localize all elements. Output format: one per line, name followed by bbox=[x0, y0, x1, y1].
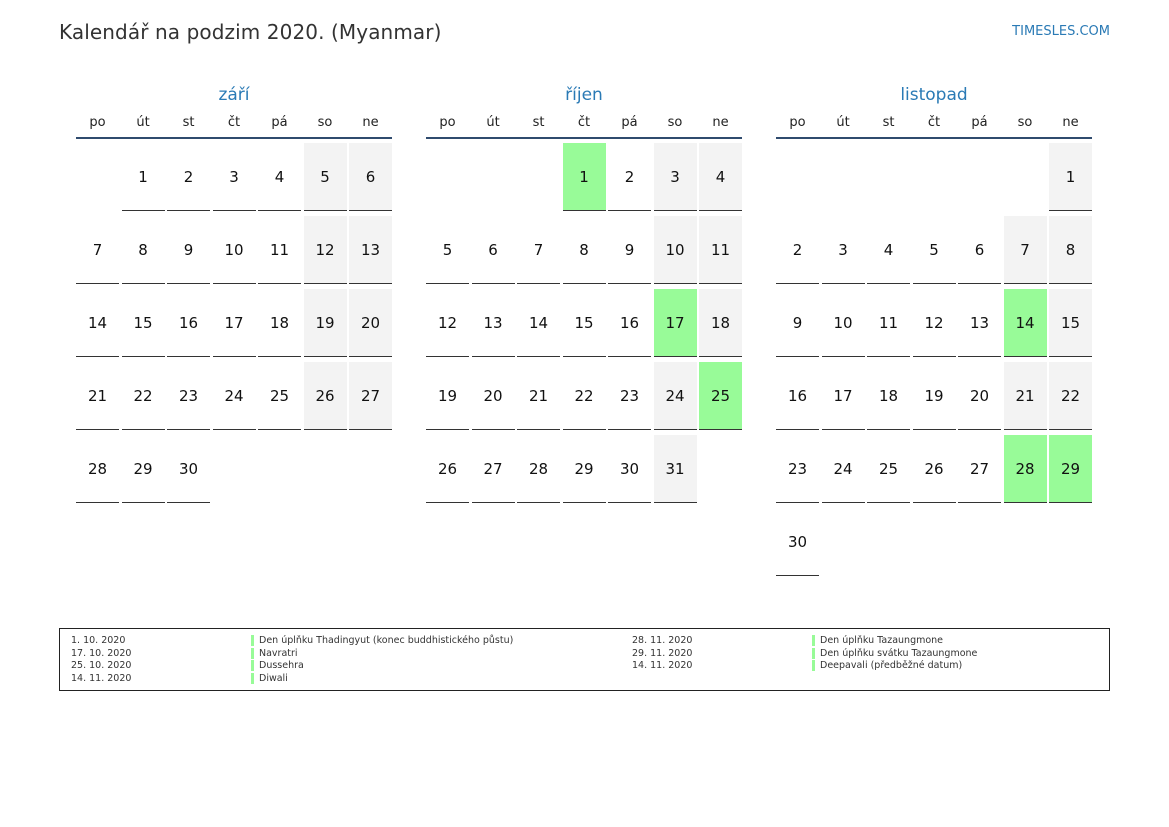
legend-date: 1. 10. 2020 bbox=[71, 635, 126, 646]
legend-color-marker bbox=[812, 648, 815, 659]
day-cell: 2 bbox=[776, 216, 819, 284]
day-cell: 24 bbox=[213, 362, 256, 430]
day-cell: 2 bbox=[167, 143, 210, 211]
weekday-label: po bbox=[89, 115, 106, 130]
legend-color-marker bbox=[251, 660, 254, 671]
day-cell: 29 bbox=[563, 435, 606, 503]
weekday-label: ne bbox=[362, 115, 379, 130]
day-cell: 10 bbox=[822, 289, 865, 357]
holiday-day-cell: 28 bbox=[1004, 435, 1047, 503]
page-title: Kalendář na podzim 2020. (Myanmar) bbox=[59, 20, 442, 44]
day-cell: 5 bbox=[913, 216, 956, 284]
month-name: listopad bbox=[900, 85, 968, 105]
holiday-day-cell: 29 bbox=[1049, 435, 1092, 503]
day-cell: 15 bbox=[563, 289, 606, 357]
day-cell: 16 bbox=[167, 289, 210, 357]
day-cell: 25 bbox=[258, 362, 301, 430]
weekday-label: čt bbox=[927, 115, 941, 130]
weekday-label: po bbox=[789, 115, 806, 130]
day-cell: 27 bbox=[472, 435, 515, 503]
legend-date: 14. 11. 2020 bbox=[632, 660, 693, 671]
day-cell: 13 bbox=[349, 216, 392, 284]
day-cell: 3 bbox=[654, 143, 697, 211]
month-november bbox=[776, 83, 1092, 583]
day-cell: 18 bbox=[258, 289, 301, 357]
weekday-label: út bbox=[136, 115, 150, 130]
day-grid bbox=[426, 143, 742, 583]
day-cell: 4 bbox=[699, 143, 742, 211]
day-cell: 9 bbox=[167, 216, 210, 284]
day-cell: 15 bbox=[1049, 289, 1092, 357]
month-september bbox=[76, 83, 392, 583]
day-cell: 22 bbox=[563, 362, 606, 430]
legend-date: 14. 11. 2020 bbox=[71, 672, 132, 684]
day-cell: 17 bbox=[213, 289, 256, 357]
weekday-label: so bbox=[1017, 115, 1033, 130]
legend-date: 29. 11. 2020 bbox=[632, 647, 693, 659]
day-cell: 12 bbox=[913, 289, 956, 357]
day-cell: 22 bbox=[122, 362, 165, 430]
day-cell: 26 bbox=[913, 435, 956, 503]
day-cell: 26 bbox=[426, 435, 469, 503]
day-cell: 30 bbox=[776, 508, 819, 576]
weekday-label: út bbox=[486, 115, 500, 130]
month-october bbox=[426, 83, 742, 583]
day-cell: 28 bbox=[517, 435, 560, 503]
weekday-header bbox=[776, 113, 1092, 139]
weekday-label: pá bbox=[971, 115, 988, 130]
month-name: září bbox=[218, 85, 250, 105]
weekday-label: pá bbox=[271, 115, 288, 130]
weekday-label: so bbox=[667, 115, 683, 130]
day-cell: 23 bbox=[167, 362, 210, 430]
day-cell: 16 bbox=[608, 289, 651, 357]
day-cell: 13 bbox=[958, 289, 1001, 357]
site-link[interactable]: TIMESLES.COM bbox=[1012, 24, 1110, 39]
day-cell: 31 bbox=[654, 435, 697, 503]
day-cell: 2 bbox=[608, 143, 651, 211]
day-cell: 8 bbox=[122, 216, 165, 284]
day-cell: 26 bbox=[304, 362, 347, 430]
holiday-legend bbox=[59, 628, 1110, 691]
day-cell: 23 bbox=[776, 435, 819, 503]
holiday-day-cell: 25 bbox=[699, 362, 742, 430]
legend-color-marker bbox=[251, 673, 254, 684]
day-cell: 9 bbox=[608, 216, 651, 284]
day-cell: 11 bbox=[867, 289, 910, 357]
legend-holiday-name: Navratri bbox=[259, 647, 298, 659]
day-cell: 18 bbox=[699, 289, 742, 357]
day-cell: 16 bbox=[776, 362, 819, 430]
day-cell: 14 bbox=[76, 289, 119, 357]
day-cell: 22 bbox=[1049, 362, 1092, 430]
weekday-label: čt bbox=[227, 115, 241, 130]
day-cell: 19 bbox=[426, 362, 469, 430]
day-cell: 12 bbox=[304, 216, 347, 284]
weekday-label: po bbox=[439, 115, 456, 130]
day-cell: 21 bbox=[1004, 362, 1047, 430]
day-cell: 19 bbox=[913, 362, 956, 430]
legend-holiday-name: Den úplňku Tazaungmone bbox=[820, 635, 944, 646]
legend-date: 28. 11. 2020 bbox=[632, 635, 693, 646]
day-cell: 24 bbox=[654, 362, 697, 430]
day-cell: 27 bbox=[958, 435, 1001, 503]
weekday-label: čt bbox=[577, 115, 591, 130]
day-cell: 6 bbox=[472, 216, 515, 284]
legend-holiday-name: Dussehra bbox=[259, 660, 304, 671]
day-cell: 1 bbox=[1049, 143, 1092, 211]
day-cell: 21 bbox=[76, 362, 119, 430]
legend-color-marker bbox=[251, 648, 254, 659]
holiday-day-cell: 1 bbox=[563, 143, 606, 211]
holiday-day-cell: 17 bbox=[654, 289, 697, 357]
weekday-label: út bbox=[836, 115, 850, 130]
day-cell: 20 bbox=[472, 362, 515, 430]
day-cell: 17 bbox=[822, 362, 865, 430]
day-cell: 18 bbox=[867, 362, 910, 430]
day-cell: 4 bbox=[258, 143, 301, 211]
day-cell: 11 bbox=[699, 216, 742, 284]
day-cell: 20 bbox=[349, 289, 392, 357]
weekday-label: ne bbox=[712, 115, 729, 130]
weekday-label: so bbox=[317, 115, 333, 130]
month-name: říjen bbox=[565, 85, 603, 105]
legend-color-marker bbox=[812, 635, 815, 646]
day-cell: 1 bbox=[122, 143, 165, 211]
weekday-label: st bbox=[182, 115, 195, 130]
day-cell: 30 bbox=[608, 435, 651, 503]
day-cell: 30 bbox=[167, 435, 210, 503]
weekday-label: pá bbox=[621, 115, 638, 130]
legend-date: 17. 10. 2020 bbox=[71, 647, 132, 659]
weekday-header bbox=[426, 113, 742, 139]
day-cell: 3 bbox=[822, 216, 865, 284]
day-cell: 5 bbox=[426, 216, 469, 284]
legend-holiday-name: Deepavali (předběžné datum) bbox=[820, 660, 963, 671]
day-cell: 4 bbox=[867, 216, 910, 284]
legend-date: 25. 10. 2020 bbox=[71, 660, 132, 671]
holiday-day-cell: 14 bbox=[1004, 289, 1047, 357]
weekday-label: ne bbox=[1062, 115, 1079, 130]
day-cell: 8 bbox=[1049, 216, 1092, 284]
day-cell: 20 bbox=[958, 362, 1001, 430]
day-cell: 7 bbox=[517, 216, 560, 284]
day-cell: 9 bbox=[776, 289, 819, 357]
legend-color-marker bbox=[251, 635, 254, 646]
day-cell: 7 bbox=[1004, 216, 1047, 284]
day-cell: 12 bbox=[426, 289, 469, 357]
weekday-label: st bbox=[882, 115, 895, 130]
day-cell: 28 bbox=[76, 435, 119, 503]
legend-holiday-name: Den úplňku svátku Tazaungmone bbox=[820, 647, 978, 659]
day-cell: 21 bbox=[517, 362, 560, 430]
day-cell: 14 bbox=[517, 289, 560, 357]
day-cell: 7 bbox=[76, 216, 119, 284]
day-cell: 8 bbox=[563, 216, 606, 284]
day-grid bbox=[776, 143, 1092, 583]
day-cell: 27 bbox=[349, 362, 392, 430]
day-cell: 10 bbox=[213, 216, 256, 284]
day-cell: 29 bbox=[122, 435, 165, 503]
day-cell: 11 bbox=[258, 216, 301, 284]
weekday-header bbox=[76, 113, 392, 139]
day-cell: 6 bbox=[349, 143, 392, 211]
day-cell: 10 bbox=[654, 216, 697, 284]
day-cell: 13 bbox=[472, 289, 515, 357]
day-cell: 6 bbox=[958, 216, 1001, 284]
legend-holiday-name: Den úplňku Thadingyut (konec buddhistického půstu) bbox=[259, 635, 514, 646]
day-cell: 15 bbox=[122, 289, 165, 357]
weekday-label: st bbox=[532, 115, 545, 130]
day-cell: 24 bbox=[822, 435, 865, 503]
day-cell: 19 bbox=[304, 289, 347, 357]
legend-holiday-name: Diwali bbox=[259, 672, 288, 684]
day-cell: 3 bbox=[213, 143, 256, 211]
legend-color-marker bbox=[812, 660, 815, 671]
day-cell: 5 bbox=[304, 143, 347, 211]
day-grid bbox=[76, 143, 392, 583]
day-cell: 23 bbox=[608, 362, 651, 430]
day-cell: 25 bbox=[867, 435, 910, 503]
